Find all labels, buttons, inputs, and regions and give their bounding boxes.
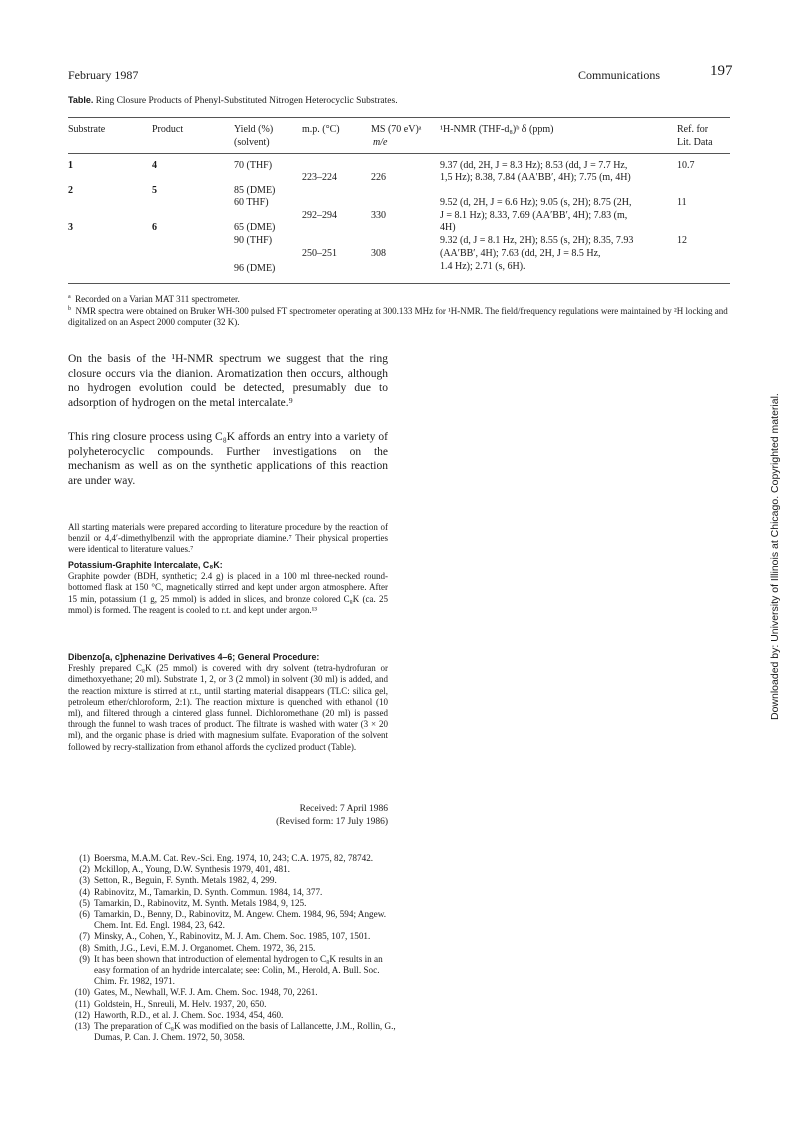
table-cell-nmr: 9.32 (d, J = 8.1 Hz, 2H); 8.55 (s, 2H); 8.35, 7.93 [440, 235, 634, 246]
table-header-rule [68, 153, 730, 154]
table-cell-yield: 65 (DME) [234, 222, 276, 233]
table-label: Table. [68, 95, 94, 105]
col-header-nmr: ¹H-NMR (THF-d₈)ᵇ δ (ppm) [440, 124, 554, 135]
col-header-ms-sub: m/e [373, 137, 388, 148]
table-cell-ref: 12 [677, 235, 687, 246]
reference-item: (8) Smith, J.G., Levi, E.M. J. Organomet. Chem. 1972, 36, 215. [79, 942, 316, 953]
reference-item: (9) It has been shown that introduction of elemental hydrogen to C₈K results in an easy formation of an hydride intercalate; see: Colin, M., Herold, A. Bull. Soc. Chim. Fr. 1982, 1971. [79, 953, 383, 987]
footnote-mark: b [68, 306, 71, 312]
section-heading: Potassium-Graphite Intercalate, C₈K: [68, 560, 223, 570]
reference-item: (7) Minsky, A., Cohen, Y., Rabinovitz, M. J. Am. Chem. Soc. 1985, 107, 1501. [79, 931, 371, 942]
col-header-yield-sub: (solvent) [234, 137, 270, 148]
reference-item: (12) Haworth, R.D., et al. J. Chem. Soc. 1934, 454, 460. [74, 1009, 284, 1020]
download-notice-text: Downloaded by: University of Illinois at Chicago. Copyrighted material. [769, 393, 781, 720]
col-header-yield: Yield (%) [234, 124, 274, 135]
col-header-ref: Ref. for [677, 124, 709, 135]
reference-item: (3) Setton, R., Beguin, F. Synth. Metals 1982, 4, 299. [79, 875, 277, 886]
reference-item: (6) Tamarkin, D., Benny, D., Rabinovitz, M. Angew. Chem. 1984, 96, 594; Angew. Chem. Int. Ed. Engl. 1984, 23, 642. [79, 909, 387, 931]
table-cell-yield: 70 (THF) [234, 160, 273, 171]
table-cell-nmr: 1,5 Hz); 8.38, 7.84 (AA′BB′, 4H); 7.75 (m, 4H) [440, 172, 631, 183]
reference-item: (1) Boersma, M.A.M. Cat. Rev.-Sci. Eng. 1974, 10, 243; C.A. 1975, 82, 78742. [79, 853, 374, 863]
table-cell-mp: 292–294 [302, 210, 337, 221]
section-text: Freshly prepared C₈K (25 mmol) is covered with dry solvent (tetra-hydrofuran or dimethoxyethane; 20 ml). Substrate 1, 2, or 3 (2 mmol) in solvent (30 ml) is added, and the reaction mixture is stirred at r.t., until starting material disappears (TLC: silica gel, petroleum ether/chloroform, 2:1). The reaction mixture is quenched with ethanol (10 ml), and filtered through a cintered glass funnel. Dichloromethane (20 ml) is passed through the funnel to wash traces of product. The filtrate is washed with water (3 × 20 ml), and the organic phase is dried with magnesium sulfate. Evaporation of the solvent followed by recry-stallization from ethanol affords the cyclized product (Table). [68, 663, 388, 752]
table-cell-nmr: 9.37 (dd, 2H, J = 8.3 Hz); 8.53 (dd, J = 7.7 Hz, [440, 160, 628, 171]
table-cell-yield: 90 (THF) [234, 235, 273, 246]
table-cell-product: 5 [152, 185, 157, 196]
reference-item: (5) Tamarkin, D., Rabinovitz, M. Synth. Metals 1984, 9, 125. [79, 897, 307, 908]
table-cell-substrate: 1 [68, 160, 73, 171]
table-cell-yield: 85 (DME) [234, 185, 276, 196]
table-top-rule [68, 117, 730, 118]
col-header-mp: m.p. (°C) [302, 124, 340, 135]
col-header-product: Product [152, 124, 184, 135]
table-cell-ms: 308 [371, 248, 386, 259]
reference-item: (13) The preparation of C₈K was modified on the basis of Lallancette, J.M., Rollin, G., Dumas, P. Can. J. Chem. 1972, 50, 3058. [74, 1021, 396, 1043]
table-cell-substrate: 2 [68, 185, 73, 196]
table-cell-product: 4 [152, 160, 157, 171]
col-header-ms: MS (70 eV)ᵃ [371, 124, 422, 135]
table-cell-substrate: 3 [68, 222, 73, 233]
reference-item: (10) Gates, M., Newhall, W.F. J. Am. Chem. Soc. 1948, 70, 2261. [74, 987, 318, 998]
section-heading: Dibenzo[a, c]phenazine Derivatives 4–6; General Procedure: [68, 652, 320, 662]
table-cell-mp: 223–224 [302, 172, 337, 183]
table-cell-ref: 10.7 [677, 160, 695, 171]
header-date: February 1987 [68, 68, 139, 82]
table-cell-ms: 330 [371, 210, 386, 221]
page-number: 197 [710, 63, 733, 79]
table-cell-product: 6 [152, 222, 157, 233]
header-section: Communications [578, 68, 660, 82]
col-header-ref-sub: Lit. Data [677, 137, 713, 148]
table-footnote-b [68, 304, 730, 328]
table-cell-nmr: 9.52 (d, 2H, J = 6.6 Hz); 9.05 (s, 2H); 8.75 (2H, [440, 197, 632, 208]
table-caption [68, 95, 398, 106]
table-cell-nmr: 4H) [440, 222, 456, 233]
table-cell-nmr: (AA′BB′, 4H); 7.63 (dd, 2H, J = 8.5 Hz, [440, 248, 601, 259]
body-paragraph: On the basis of the ¹H-NMR spectrum we suggest that the ring closure occurs via the dianion. Aromatization then occurs, although no hydrogen evolution could be detected, presumably due to adsorption of hydrogen on the metal intercalate.⁹ [68, 353, 388, 409]
references-list [68, 853, 398, 1043]
footnote-text: NMR spectra were obtained on Bruker WH-300 pulsed FT spectrometer operating at 300.133 MHz for ¹H-NMR. The field/frequency regulations were maintained by ²H locking and digitalized on an Aspect 2000 computer (32 K). [68, 306, 728, 327]
table-caption-text: Ring Closure Products of Phenyl-Substituted Nitrogen Heterocyclic Substrates. [95, 96, 398, 106]
table-cell-mp: 250–251 [302, 248, 337, 259]
footnote-text: Recorded on a Varian MAT 311 spectrometer. [75, 294, 240, 304]
reference-item: (2) Mckillop, A., Young, D.W. Synthesis 1979, 401, 481. [79, 864, 290, 875]
revised-date: (Revised form: 17 July 1986) [276, 817, 388, 827]
section-text: Graphite powder (BDH, synthetic; 2.4 g) is placed in a 100 ml three-necked round-bottomed flask at 150 °C, magnetically stirred and kept under argon atmosphere. After 15 min, potassium (1 g, 25 mmol) is added in slices, and bronze colored C₈K (ca. 25 mmol) is formed. The reagent is cooled to r.t. and kept under argon.¹³ [68, 571, 388, 615]
reference-item: (4) Rabinovitz, M., Tamarkin, D. Synth. Commun. 1984, 14, 377. [79, 886, 323, 897]
table-cell-ms: 226 [371, 172, 386, 183]
experimental-intro: All starting materials were prepared according to literature procedure by the reaction of benzil or 4,4′-dimethylbenzil with the appropriate diamine.⁷ Their physical properties were identical to literature values.⁷ [68, 522, 388, 555]
table-cell-nmr: 1.4 Hz); 2.71 (s, 6H). [440, 261, 526, 272]
table-cell-yield: 96 (DME) [234, 263, 276, 274]
received-date: Received: 7 April 1986 [299, 804, 388, 814]
experimental-section-c8k [68, 560, 388, 616]
col-header-substrate: Substrate [68, 124, 106, 135]
experimental-section-general-procedure [68, 652, 388, 753]
table-cell-yield: 60 THF) [234, 197, 269, 208]
body-paragraph: This ring closure process using C₈K affords an entry into a variety of polyheterocyclic compounds. Further investigations on the mechanism as well as on the synthetic applications of this reaction are under way. [68, 431, 388, 487]
footnote-mark: a [68, 294, 71, 300]
table-bottom-rule [68, 283, 730, 284]
table-cell-nmr: J = 8.1 Hz); 8.33, 7.69 (AA′BB′, 4H); 7.83 (m, [440, 210, 628, 221]
reference-item: (11) Goldstein, H., Snreuli, M. Helv. 1937, 20, 650. [75, 998, 267, 1009]
table-cell-ref: 11 [677, 197, 687, 208]
